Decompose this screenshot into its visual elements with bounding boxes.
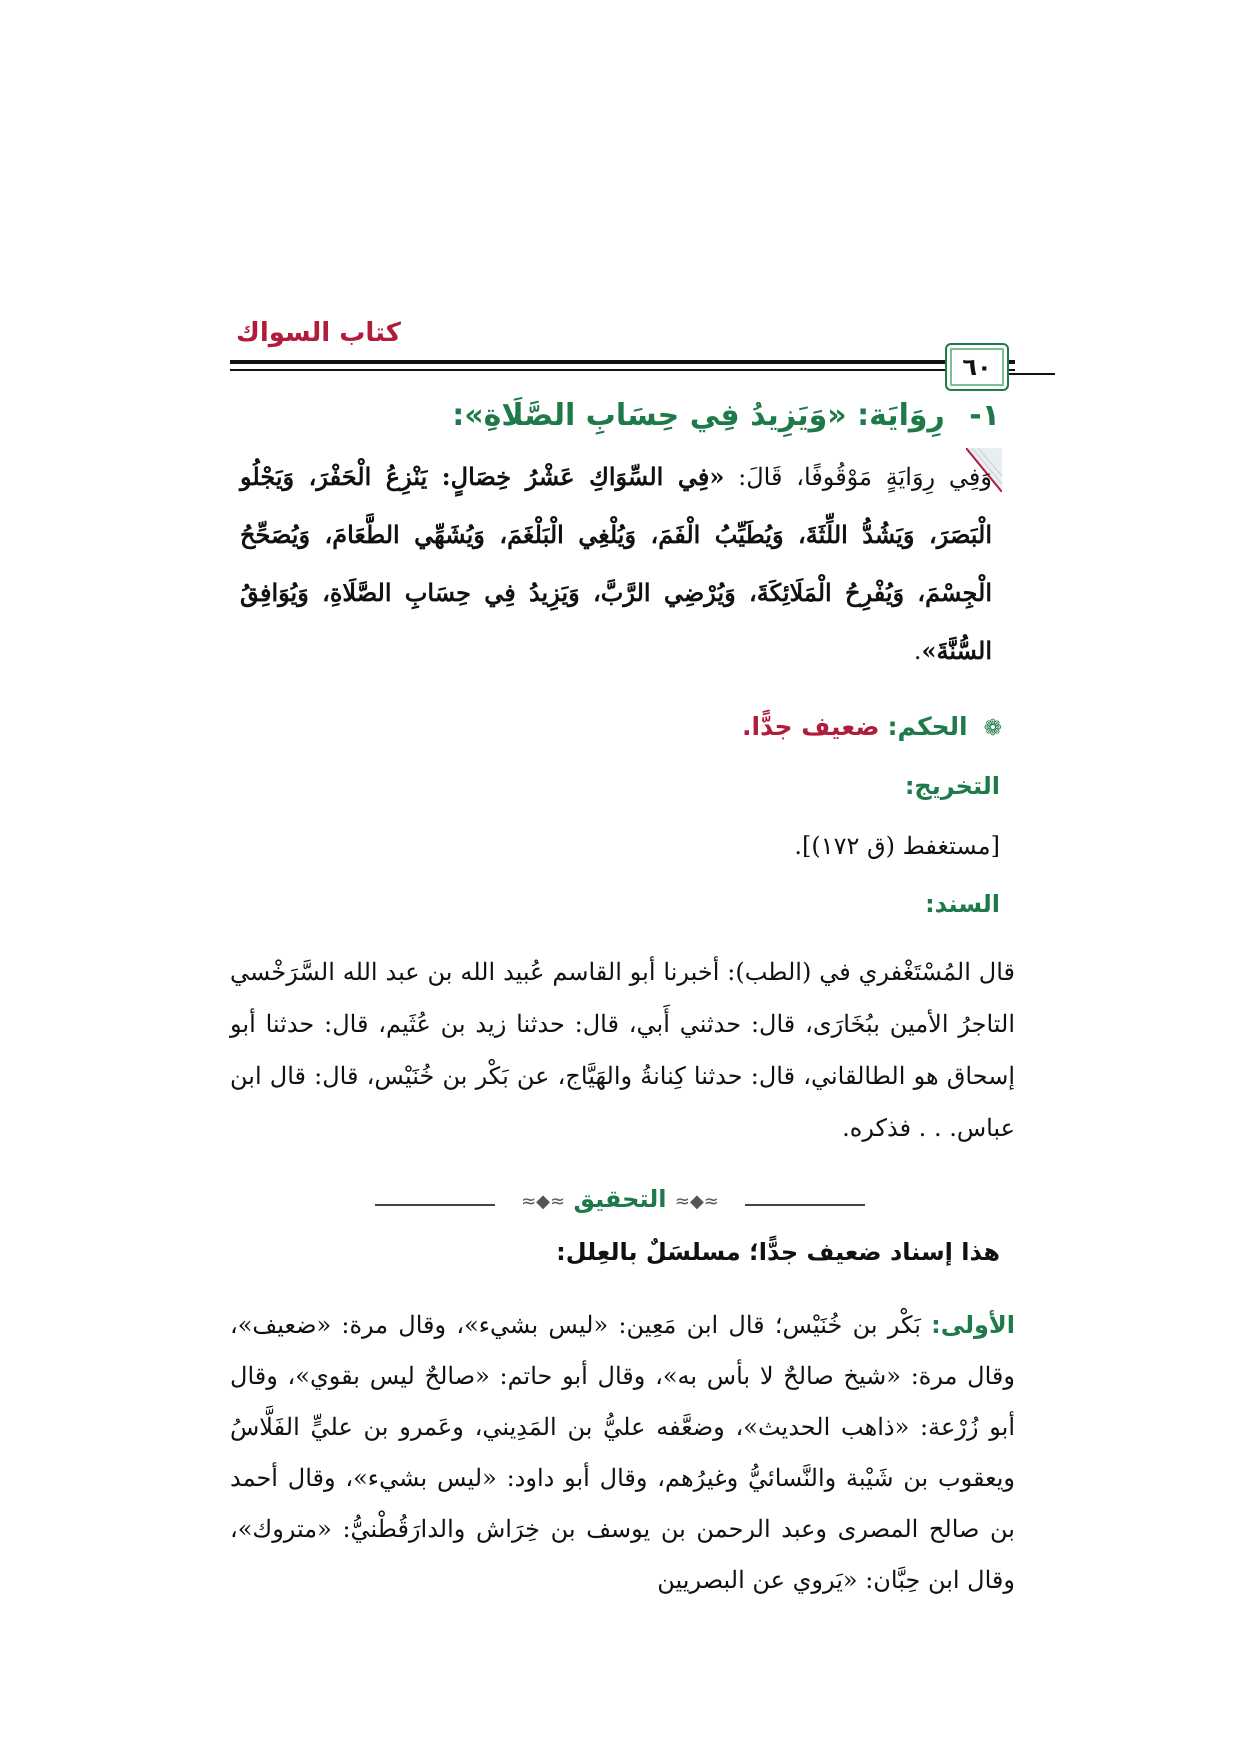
page-number: ٦٠ (945, 343, 1009, 391)
divider-ornament-icon: ≈◆≈ (521, 1191, 566, 1212)
section-title: رِوَايَة: «وَيَزِيدُ فِي حِسَابِ الصَّلَاةِ»: (452, 398, 945, 433)
tahqiq-divider (375, 1185, 865, 1221)
divider-ornament-icon: ≈◆≈ (674, 1191, 719, 1212)
ruling-line (742, 712, 1002, 741)
first-illa-label: الأولى: (931, 1311, 1015, 1339)
divider-center (375, 1185, 865, 1213)
ruling-label: الحكم: (887, 712, 968, 741)
isnad-label: السند: (925, 890, 1000, 918)
hadith-intro: وَفِي رِوَايَةٍ مَوْقُوفًا، قَالَ: (738, 463, 992, 491)
header-rule-right-stub (1005, 373, 1055, 375)
hadith-end: . (913, 637, 922, 665)
header-rule-bottom (230, 369, 1015, 371)
takhrij-label: التخريج: (904, 772, 1000, 800)
hadith-matn: «فِي السِّوَاكِ عَشْرُ خِصَالٍ: يَنْزِعُ الْحَفْرَ، وَيَجْلُو الْبَصَرَ، وَيَشُدُّ اللِّثَةَ، وَيُطَيِّبُ الْفَمَ، وَيُلْغِي الْبَلْغَمَ، وَيُشَهِّي الطَّعَامَ، وَيُصَحِّحُ الْجِسْمَ، وَيُفْرِحُ الْمَلَائِكَةَ، وَيُرْضِي الرَّبَّ، وَيَزِيدُ فِي حِسَابِ الصَّلَاةِ، وَيُوَافِقُ السُّنَّةَ» (240, 462, 993, 665)
isnad-text: قال المُسْتَغْفري في (الطب): أخبرنا أبو القاسم عُبيد الله بن عبد الله السَّرَخْسي التاجرُ الأمين ببُخَارَى، قال: حدثني أَبي، قال: حدثنا زيد بن عُثَيم، قال: حدثنا أبو إسحاق هو الطالقاني، قال: حدثنا كِنانةُ والهَيَّاج، عن بَكْر بن خُنَيْس، قال: قال ابن عباس. . . فذكره. (230, 958, 1015, 1142)
flower-ornament-icon: ❁ (983, 716, 1002, 741)
first-illa-text: بَكْر بن خُنَيْس؛ قال ابن مَعِين: «ليس بشيء»، وقال مرة: «ضعيف»، وقال مرة: «شيخ صالحٌ لا بأس به»، وقال أبو حاتم: «صالحٌ ليس بقوي»، وقال أبو زُرْعة: «ذاهب الحديث»، وضعَّفه عليُّ بن المَدِيني، وعَمرو بن عليٍّ الفَلَّاسُ ويعقوب بن شَيْبة والنَّسائيُّ وغيرُهم، وقال أبو داود: «ليس بشيء»، وقال أحمد بن صالح المصرى وعبد الرحمن بن يوسف بن خِرَاش والدارَقُطْنيُّ: «متروك»، وقال ابن حِبَّان: «يَروي عن البصريين (230, 1311, 1015, 1594)
section-heading (452, 398, 1000, 433)
first-illa-paragraph (230, 1300, 1015, 1606)
hadith-text-block (240, 448, 992, 680)
header-rule-top (230, 360, 1015, 364)
tahqiq-label: التحقيق (573, 1185, 667, 1213)
takhrij-text: [مستغفط (ق ١٧٢)]. (794, 832, 1000, 860)
book-title: كتاب السواك (236, 318, 401, 348)
ruling-value: ضعيف جدًّا. (742, 712, 880, 741)
section-number: ١- (969, 398, 1000, 433)
tahqiq-summary: هذا إسناد ضعيف جدًّا؛ مسلسَلٌ بالعِلل: (556, 1238, 1000, 1266)
